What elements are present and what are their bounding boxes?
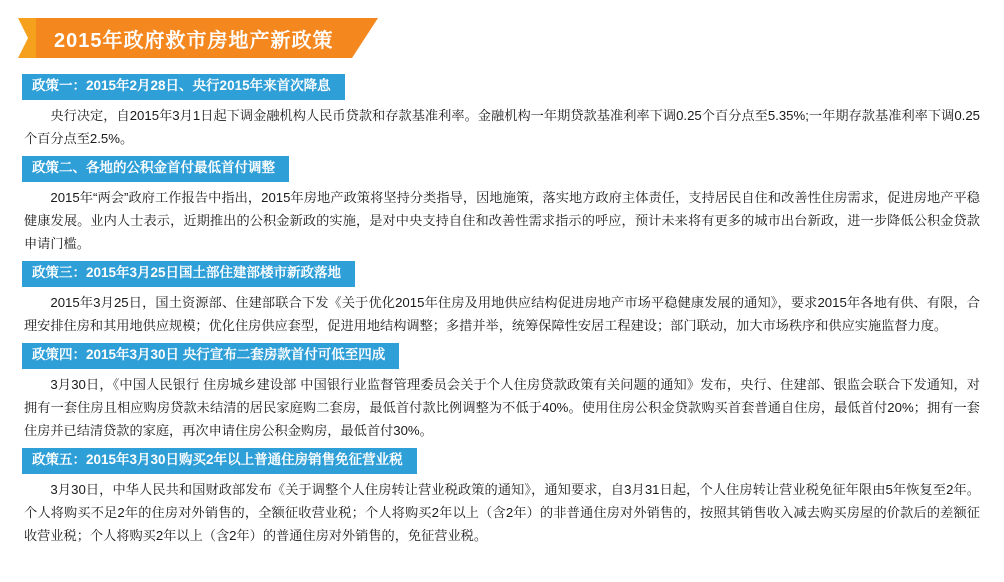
- policy-block: [22, 261, 982, 337]
- banner-body: [36, 18, 352, 58]
- banner-tail: [352, 18, 378, 58]
- policy-body: 3月30日，中华人民共和国财政部发布《关于调整个人住房转让营业税政策的通知》，通知要求，自3月31日起，个人住房转让营业税免征年限由5年恢复至2年。个人将购买不足2年的住房对外销售的，全额征收营业税；个人将购买2年以上（含2年）的非普通住房对外销售的，按照其销售收入减去购买房屋的价款后的差额征收营业税；个人将购买2年以上（含2年）的普通住房对外销售的，免征营业税。: [24, 482, 980, 543]
- policy-body: 央行决定，自2015年3月1日起下调金融机构人民币贷款和存款基准利率。金融机构一年期贷款基准利率下调0.25个百分点至5.35%;一年期存款基准利率下调0.25个百分点至2.5%。: [24, 107, 980, 146]
- policy-heading: 政策三：2015年3月25日国土部住建部楼市新政落地: [22, 261, 355, 287]
- policy-heading: 政策四：2015年3月30日 央行宣布二套房款首付可低至四成: [22, 343, 399, 369]
- banner-left-notch: [18, 18, 36, 58]
- policy-block: [22, 343, 982, 442]
- policy-block: [22, 156, 982, 255]
- policy-heading: 政策一：2015年2月28日、央行2015年来首次降息: [22, 74, 345, 100]
- policy-heading: 政策二、各地的公积金首付最低首付调整: [22, 156, 289, 182]
- policy-body: 2015年3月25日，国土资源部、住建部联合下发《关于优化2015年住房及用地供应结构促进房地产市场平稳健康发展的通知》，要求2015年各地有供、有限，合理安排住房和其用地供应规模；优化住房供应套型，促进用地结构调整；多措并举，统筹保障性安居工程建设；部门联动，加大市场秩序和供应实施监督力度。: [24, 295, 980, 333]
- title-banner: [18, 18, 378, 58]
- policy-body: 3月30日，《中国人民银行 住房城乡建设部 中国银行业监督管理委员会关于个人住房贷款政策有关问题的通知》发布，央行、住建部、银监会联合下发通知，对拥有一套住房且相应购房贷款未结清的居民家庭购二套房，最低首付款比例调整为不低于40%。使用住房公积金贷款购买首套普通自住房，最低首付20%；拥有一套住房并已结清贷款的家庭，再次申请住房公积金购房，最低首付30%。: [24, 377, 980, 438]
- policy-list: [22, 74, 982, 547]
- page-title: 2015年政府救市房地产新政策: [54, 29, 334, 52]
- policy-block: [22, 448, 982, 547]
- policy-body: 2015年“两会”政府工作报告中指出，2015年房地产政策将坚持分类指导，因地施策，落实地方政府主体责任，支持居民自住和改善性住房需求，促进房地产平稳健康发展。业内人士表示，近期推出的公积金新政的实施，是对中央支持自住和改善性需求指示的呼应，预计未来将有更多的城市出台新政，进一步降低公积金贷款申请门槛。: [24, 190, 980, 251]
- slide-page: [0, 18, 1004, 582]
- policy-heading: 政策五：2015年3月30日购买2年以上普通住房销售免征营业税: [22, 448, 417, 474]
- policy-block: [22, 74, 982, 150]
